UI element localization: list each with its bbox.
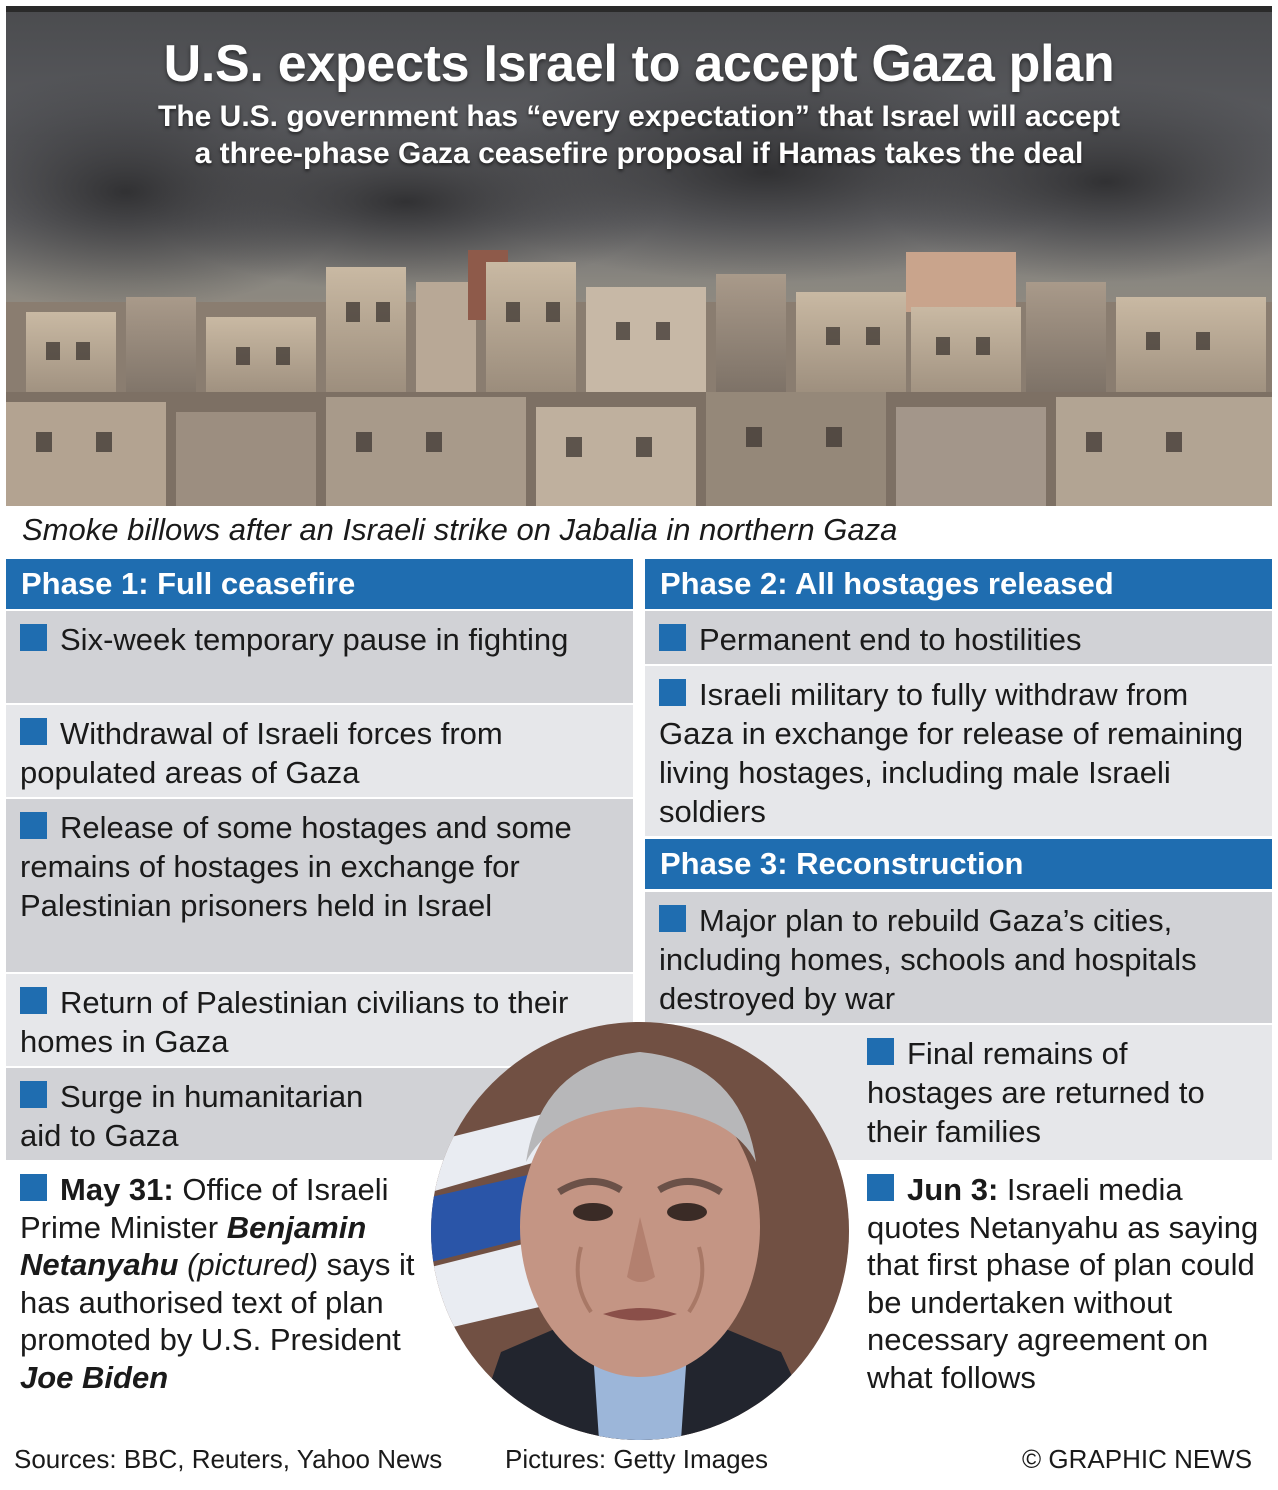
subheadline <box>26 98 1252 172</box>
phase3-item: Final remains of hostages are returned to their families <box>645 1025 1272 1160</box>
phase2-header: Phase 2: All hostages released <box>645 559 1272 609</box>
phase1-item: Six-week temporary pause in fighting <box>6 611 633 703</box>
hero-photo <box>6 12 1272 506</box>
bullet-icon <box>659 624 686 651</box>
copyright: © GRAPHIC NEWS <box>1022 1444 1253 1474</box>
bullet-icon <box>20 812 47 839</box>
bullet-icon <box>20 1081 47 1108</box>
may31-date: May 31: <box>60 1172 174 1207</box>
bullet-icon <box>659 679 686 706</box>
netanyahu-portrait <box>431 1022 849 1440</box>
may31-note: May 31: Office of Israeli Prime Minister Benjamin Netanyahu (pictured) says it has authorised text of plan promoted by U.S. President Joe Biden <box>20 1172 415 1395</box>
subheadline-line-1: The U.S. government has “every expectation” that Israel will accept <box>158 100 1120 133</box>
phase3-header: Phase 3: Reconstruction <box>645 839 1272 889</box>
phase1-item: Surge in humanitarian aid to Gaza <box>6 1068 633 1160</box>
headline: U.S. expects Israel to accept Gaza plan <box>163 35 1115 93</box>
phase1-item: Release of some hostages and some remains of hostages in exchange for Palestinian prisoners held in Israel <box>6 799 633 972</box>
bullet-icon <box>20 624 47 651</box>
netanyahu-name: Benjamin Netanyahu <box>20 1209 367 1282</box>
bullet-icon <box>659 905 686 932</box>
bullet-icon <box>20 987 47 1014</box>
phase1-item: Withdrawal of Israeli forces from populated areas of Gaza <box>6 705 633 797</box>
bullet-icon <box>867 1038 894 1065</box>
phase2-item: Permanent end to hostilities <box>645 611 1272 664</box>
sources: Sources: BBC, Reuters, Yahoo News <box>14 1444 443 1474</box>
bullet-icon <box>867 1174 894 1201</box>
phase3-item: Major plan to rebuild Gaza’s cities, including homes, schools and hospitals destroyed by war <box>645 892 1272 1023</box>
picture-credit: Pictures: Getty Images <box>505 1444 768 1474</box>
bullet-icon <box>20 718 47 745</box>
phase1-header: Phase 1: Full ceasefire <box>6 559 633 609</box>
jun3-date: Jun 3: <box>907 1172 999 1207</box>
phase1-item: Return of Palestinian civilians to their homes in Gaza <box>6 974 633 1066</box>
biden-name: Joe Biden <box>20 1359 169 1395</box>
jun3-note: Jun 3: Israeli media quotes Netanyahu as saying that first phase of plan could be undertaken without necessary agreement on what follows <box>867 1172 1259 1395</box>
phase2-item: Israeli military to fully withdraw from Gaza in exchange for release of remaining living hostages, including male Israeli soldiers <box>645 666 1272 836</box>
bullet-icon <box>20 1174 47 1201</box>
portrait-image <box>431 1022 849 1440</box>
photo-caption: Smoke billows after an Israeli strike on Jabalia in northern Gaza <box>22 512 898 547</box>
subheadline-line-2: a three-phase Gaza ceasefire proposal if Hamas takes the deal <box>194 137 1084 170</box>
